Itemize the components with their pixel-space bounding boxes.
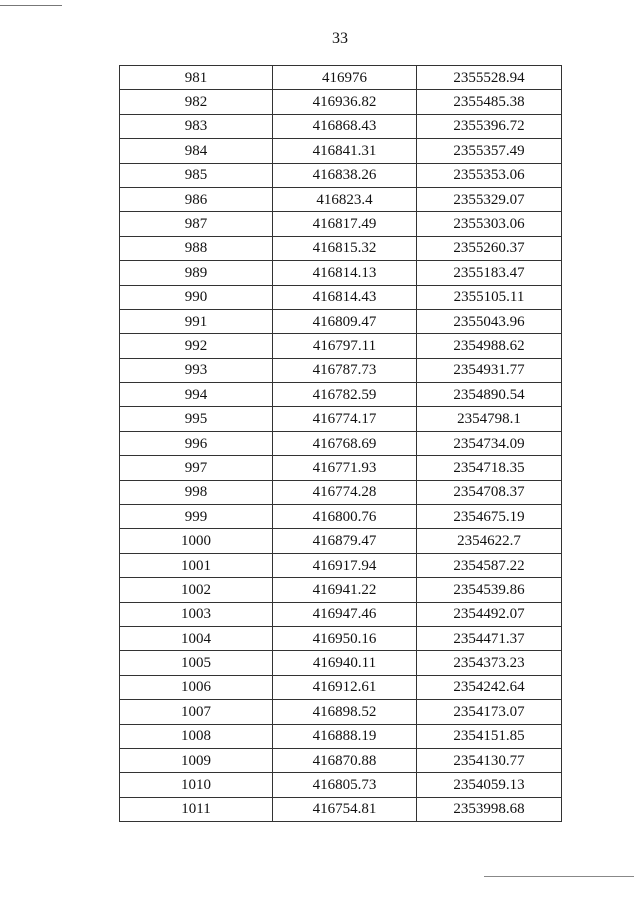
x-coordinate-cell: 416768.69 [273,431,417,455]
x-coordinate-cell: 416912.61 [273,675,417,699]
x-coordinate-cell: 416774.28 [273,480,417,504]
y-coordinate-cell: 2355353.06 [417,163,562,187]
x-coordinate-cell: 416754.81 [273,797,417,821]
table-row [120,212,562,236]
y-coordinate-cell: 2354173.07 [417,700,562,724]
point-number-cell: 1011 [120,797,273,821]
x-coordinate-cell: 416815.32 [273,236,417,260]
x-coordinate-cell: 416814.43 [273,285,417,309]
point-number-cell: 993 [120,358,273,382]
y-coordinate-cell: 2355303.06 [417,212,562,236]
y-coordinate-cell: 2354734.09 [417,431,562,455]
table-row [120,139,562,163]
coordinates-table-body [120,66,562,822]
table-row [120,358,562,382]
point-number-cell: 996 [120,431,273,455]
y-coordinate-cell: 2354130.77 [417,748,562,772]
table-row [120,675,562,699]
x-coordinate-cell: 416898.52 [273,700,417,724]
table-row [120,187,562,211]
footer-rule [484,876,634,877]
table-row [120,578,562,602]
y-coordinate-cell: 2354708.37 [417,480,562,504]
table-row [120,334,562,358]
point-number-cell: 994 [120,383,273,407]
page-number: 33 [332,30,348,47]
x-coordinate-cell: 416787.73 [273,358,417,382]
point-number-cell: 1005 [120,651,273,675]
point-number-cell: 990 [120,285,273,309]
point-number-cell: 1006 [120,675,273,699]
point-number-cell: 997 [120,456,273,480]
table-row [120,553,562,577]
x-coordinate-cell: 416797.11 [273,334,417,358]
y-coordinate-cell: 2354471.37 [417,626,562,650]
table-row [120,66,562,90]
table-row [120,431,562,455]
x-coordinate-cell: 416976 [273,66,417,90]
y-coordinate-cell: 2354622.7 [417,529,562,553]
y-coordinate-cell: 2354798.1 [417,407,562,431]
x-coordinate-cell: 416940.11 [273,651,417,675]
x-coordinate-cell: 416809.47 [273,309,417,333]
point-number-cell: 1001 [120,553,273,577]
y-coordinate-cell: 2354718.35 [417,456,562,480]
table-row [120,407,562,431]
y-coordinate-cell: 2354931.77 [417,358,562,382]
table-row [120,724,562,748]
table-row [120,383,562,407]
point-number-cell: 1010 [120,773,273,797]
top-left-rule [0,5,62,6]
point-number-cell: 982 [120,90,273,114]
table-row [120,236,562,260]
y-coordinate-cell: 2354373.23 [417,651,562,675]
point-number-cell: 991 [120,309,273,333]
table-row [120,529,562,553]
x-coordinate-cell: 416879.47 [273,529,417,553]
y-coordinate-cell: 2354539.86 [417,578,562,602]
point-number-cell: 983 [120,114,273,138]
table-row [120,480,562,504]
table-row [120,700,562,724]
point-number-cell: 999 [120,505,273,529]
point-number-cell: 1000 [120,529,273,553]
x-coordinate-cell: 416941.22 [273,578,417,602]
table-row [120,114,562,138]
table-row [120,797,562,821]
point-number-cell: 1003 [120,602,273,626]
y-coordinate-cell: 2354675.19 [417,505,562,529]
y-coordinate-cell: 2354492.07 [417,602,562,626]
table-row [120,773,562,797]
x-coordinate-cell: 416947.46 [273,602,417,626]
table-row [120,626,562,650]
x-coordinate-cell: 416823.4 [273,187,417,211]
point-number-cell: 998 [120,480,273,504]
x-coordinate-cell: 416782.59 [273,383,417,407]
y-coordinate-cell: 2354059.13 [417,773,562,797]
x-coordinate-cell: 416870.88 [273,748,417,772]
y-coordinate-cell: 2354890.54 [417,383,562,407]
y-coordinate-cell: 2354242.64 [417,675,562,699]
point-number-cell: 1009 [120,748,273,772]
x-coordinate-cell: 416800.76 [273,505,417,529]
y-coordinate-cell: 2353998.68 [417,797,562,821]
y-coordinate-cell: 2354587.22 [417,553,562,577]
y-coordinate-cell: 2355357.49 [417,139,562,163]
x-coordinate-cell: 416838.26 [273,163,417,187]
point-number-cell: 1007 [120,700,273,724]
point-number-cell: 984 [120,139,273,163]
point-number-cell: 988 [120,236,273,260]
point-number-cell: 986 [120,187,273,211]
y-coordinate-cell: 2354151.85 [417,724,562,748]
y-coordinate-cell: 2355485.38 [417,90,562,114]
x-coordinate-cell: 416817.49 [273,212,417,236]
table-row [120,505,562,529]
x-coordinate-cell: 416868.43 [273,114,417,138]
point-number-cell: 1004 [120,626,273,650]
point-number-cell: 985 [120,163,273,187]
y-coordinate-cell: 2355396.72 [417,114,562,138]
point-number-cell: 987 [120,212,273,236]
x-coordinate-cell: 416888.19 [273,724,417,748]
x-coordinate-cell: 416950.16 [273,626,417,650]
point-number-cell: 989 [120,261,273,285]
y-coordinate-cell: 2355105.11 [417,285,562,309]
point-number-cell: 1008 [120,724,273,748]
point-number-cell: 992 [120,334,273,358]
point-number-cell: 995 [120,407,273,431]
y-coordinate-cell: 2355043.96 [417,309,562,333]
y-coordinate-cell: 2355183.47 [417,261,562,285]
y-coordinate-cell: 2354988.62 [417,334,562,358]
table-row [120,90,562,114]
point-number-cell: 981 [120,66,273,90]
table-row [120,285,562,309]
y-coordinate-cell: 2355260.37 [417,236,562,260]
table-row [120,309,562,333]
x-coordinate-cell: 416805.73 [273,773,417,797]
table-row [120,163,562,187]
coordinates-table [119,65,562,822]
x-coordinate-cell: 416917.94 [273,553,417,577]
y-coordinate-cell: 2355329.07 [417,187,562,211]
x-coordinate-cell: 416771.93 [273,456,417,480]
y-coordinate-cell: 2355528.94 [417,66,562,90]
x-coordinate-cell: 416814.13 [273,261,417,285]
table-row [120,748,562,772]
table-row [120,651,562,675]
table-row [120,602,562,626]
x-coordinate-cell: 416774.17 [273,407,417,431]
point-number-cell: 1002 [120,578,273,602]
table-row [120,456,562,480]
x-coordinate-cell: 416936.82 [273,90,417,114]
table-row [120,261,562,285]
x-coordinate-cell: 416841.31 [273,139,417,163]
